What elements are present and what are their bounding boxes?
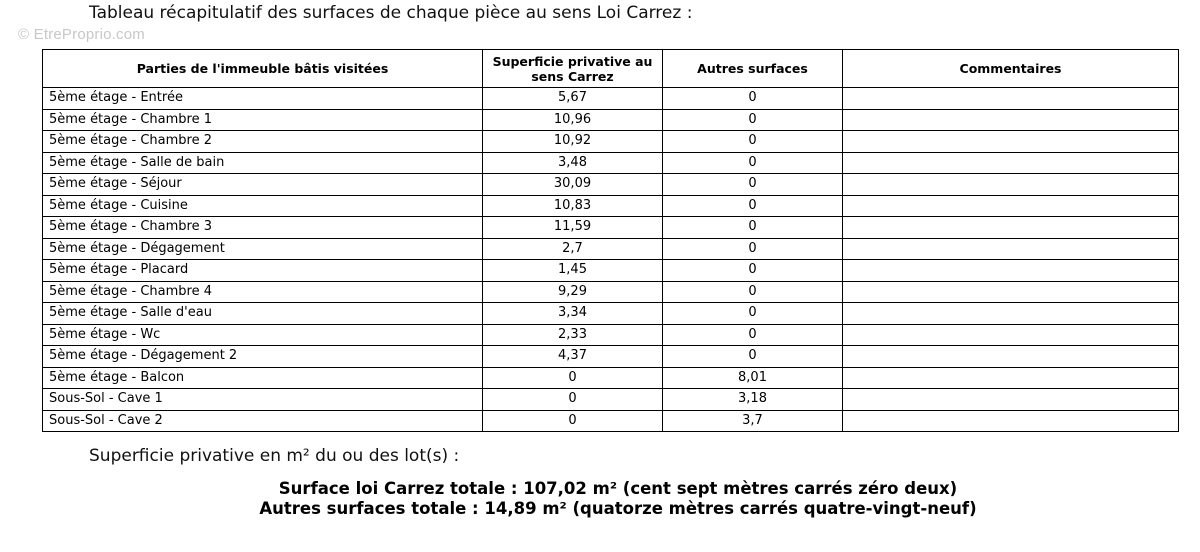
cell-partie: 5ème étage - Balcon <box>43 367 483 389</box>
table-row <box>43 238 1179 260</box>
header-autres-surfaces: Autres surfaces <box>663 50 843 88</box>
cell-autres-surfaces: 0 <box>663 152 843 174</box>
cell-partie: 5ème étage - Chambre 4 <box>43 281 483 303</box>
cell-superficie-carrez: 4,37 <box>483 346 663 368</box>
cell-commentaires <box>843 195 1179 217</box>
cell-partie: 5ème étage - Séjour <box>43 174 483 196</box>
cell-partie: 5ème étage - Wc <box>43 324 483 346</box>
cell-superficie-carrez: 3,48 <box>483 152 663 174</box>
total-carrez: Surface loi Carrez totale : 107,02 m² (cent sept mètres carrés zéro deux) <box>278 479 958 498</box>
table-row <box>43 281 1179 303</box>
cell-autres-surfaces: 0 <box>663 217 843 239</box>
watermark: © EtreProprio.com <box>18 26 145 43</box>
cell-autres-surfaces: 0 <box>663 346 843 368</box>
table-row <box>43 367 1179 389</box>
header-superficie-carrez: Superficie privative au sens Carrez <box>483 50 663 88</box>
cell-autres-surfaces: 0 <box>663 195 843 217</box>
table-row <box>43 410 1179 432</box>
cell-partie: Sous-Sol - Cave 2 <box>43 410 483 432</box>
table-row <box>43 346 1179 368</box>
cell-partie: 5ème étage - Entrée <box>43 88 483 110</box>
cell-partie: 5ème étage - Chambre 1 <box>43 109 483 131</box>
cell-partie: 5ème étage - Salle de bain <box>43 152 483 174</box>
table-row <box>43 174 1179 196</box>
cell-commentaires <box>843 109 1179 131</box>
cell-superficie-carrez: 11,59 <box>483 217 663 239</box>
superficie-subheading: Superficie privative en m² du ou des lot(s) : <box>89 446 460 466</box>
cell-autres-surfaces: 0 <box>663 238 843 260</box>
cell-commentaires <box>843 131 1179 153</box>
cell-autres-surfaces: 3,7 <box>663 410 843 432</box>
header-parties: Parties de l'immeuble bâtis visitées <box>43 50 483 88</box>
cell-autres-surfaces: 0 <box>663 174 843 196</box>
cell-autres-surfaces: 0 <box>663 281 843 303</box>
cell-superficie-carrez: 2,7 <box>483 238 663 260</box>
cell-superficie-carrez: 10,96 <box>483 109 663 131</box>
cell-partie: 5ème étage - Salle d'eau <box>43 303 483 325</box>
cell-superficie-carrez: 0 <box>483 367 663 389</box>
header-commentaires: Commentaires <box>843 50 1179 88</box>
cell-autres-surfaces: 0 <box>663 324 843 346</box>
table-row <box>43 389 1179 411</box>
cell-commentaires <box>843 346 1179 368</box>
cell-superficie-carrez: 10,83 <box>483 195 663 217</box>
cell-partie: 5ème étage - Dégagement 2 <box>43 346 483 368</box>
total-autres: Autres surfaces totale : 14,89 m² (quatorze mètres carrés quatre-vingt-neuf) <box>259 499 977 518</box>
table-row <box>43 324 1179 346</box>
table-body <box>43 88 1179 432</box>
cell-superficie-carrez: 10,92 <box>483 131 663 153</box>
totals-block <box>0 479 1200 519</box>
cell-commentaires <box>843 389 1179 411</box>
cell-commentaires <box>843 174 1179 196</box>
table-row <box>43 217 1179 239</box>
cell-commentaires <box>843 238 1179 260</box>
cell-superficie-carrez: 1,45 <box>483 260 663 282</box>
cell-commentaires <box>843 217 1179 239</box>
cell-commentaires <box>843 260 1179 282</box>
table-row <box>43 260 1179 282</box>
cell-commentaires <box>843 281 1179 303</box>
cell-partie: 5ème étage - Chambre 2 <box>43 131 483 153</box>
cell-partie: 5ème étage - Placard <box>43 260 483 282</box>
cell-superficie-carrez: 30,09 <box>483 174 663 196</box>
cell-autres-surfaces: 3,18 <box>663 389 843 411</box>
cell-superficie-carrez: 2,33 <box>483 324 663 346</box>
cell-partie: Sous-Sol - Cave 1 <box>43 389 483 411</box>
table-header-row <box>43 50 1179 88</box>
cell-autres-surfaces: 8,01 <box>663 367 843 389</box>
cell-autres-surfaces: 0 <box>663 260 843 282</box>
cell-commentaires <box>843 303 1179 325</box>
cell-commentaires <box>843 88 1179 110</box>
surfaces-table <box>42 49 1179 432</box>
cell-superficie-carrez: 3,34 <box>483 303 663 325</box>
cell-commentaires <box>843 324 1179 346</box>
table-row <box>43 131 1179 153</box>
cell-commentaires <box>843 367 1179 389</box>
table-row <box>43 195 1179 217</box>
cell-autres-surfaces: 0 <box>663 88 843 110</box>
cell-partie: 5ème étage - Chambre 3 <box>43 217 483 239</box>
cell-superficie-carrez: 5,67 <box>483 88 663 110</box>
cell-autres-surfaces: 0 <box>663 131 843 153</box>
table-row <box>43 303 1179 325</box>
cell-partie: 5ème étage - Cuisine <box>43 195 483 217</box>
cell-superficie-carrez: 0 <box>483 410 663 432</box>
cell-superficie-carrez: 9,29 <box>483 281 663 303</box>
cell-commentaires <box>843 410 1179 432</box>
cell-autres-surfaces: 0 <box>663 303 843 325</box>
table-row <box>43 109 1179 131</box>
cell-partie: 5ème étage - Dégagement <box>43 238 483 260</box>
cell-superficie-carrez: 0 <box>483 389 663 411</box>
cell-commentaires <box>843 152 1179 174</box>
table-row <box>43 152 1179 174</box>
page-heading: Tableau récapitulatif des surfaces de chaque pièce au sens Loi Carrez : <box>89 3 693 23</box>
table-row <box>43 88 1179 110</box>
cell-autres-surfaces: 0 <box>663 109 843 131</box>
